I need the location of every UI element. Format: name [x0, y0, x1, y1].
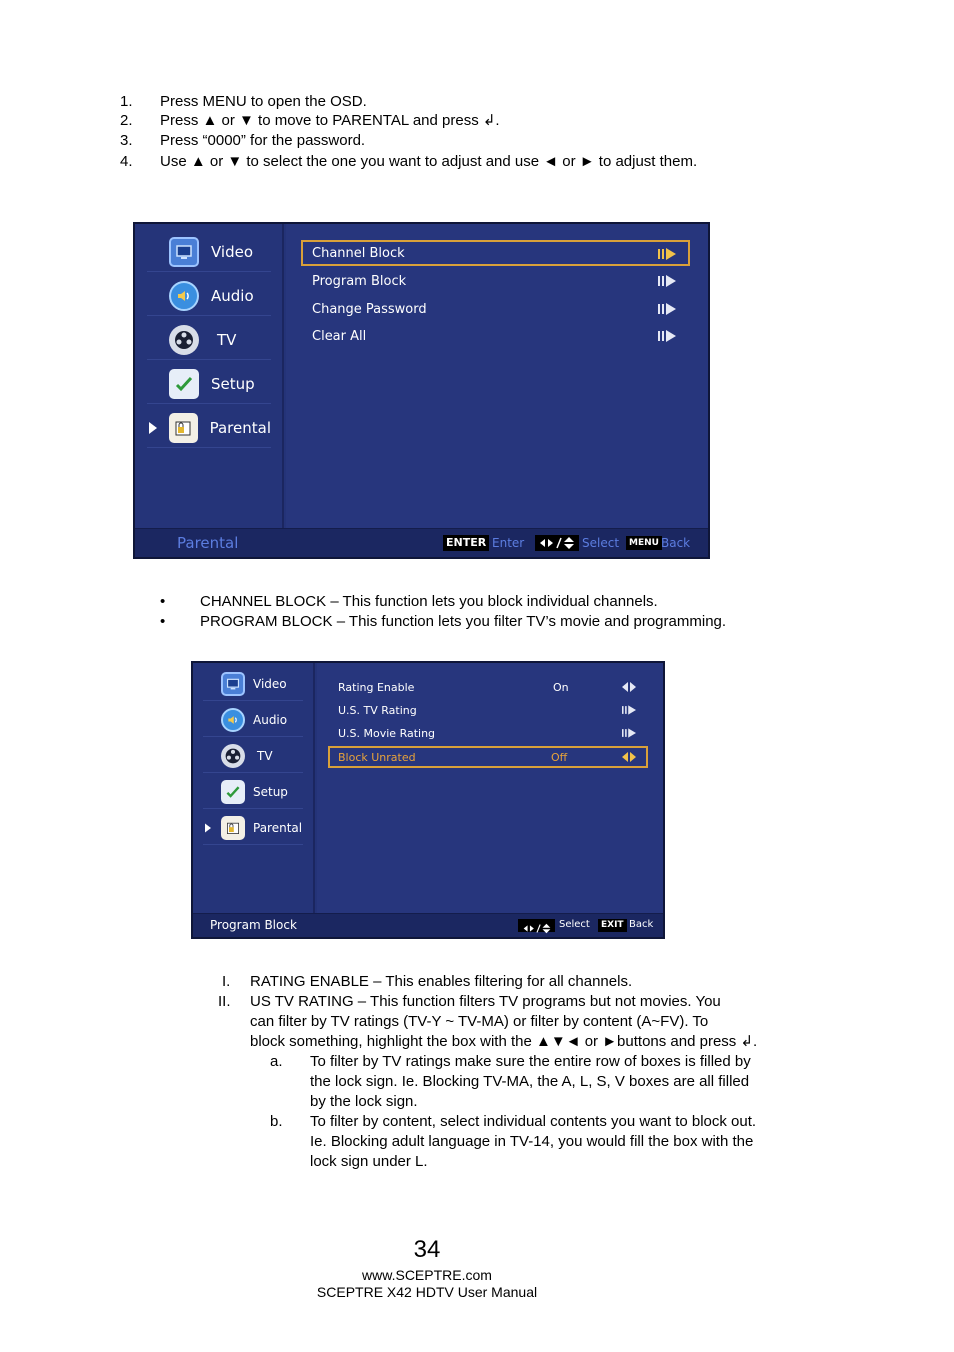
bullet-dot: •: [160, 613, 166, 630]
sidebar-item-label: Setup: [211, 375, 255, 393]
sidebar-item-label: Setup: [253, 785, 288, 799]
footer-title: Program Block: [210, 918, 297, 932]
sidebar-item-parental: [203, 811, 303, 845]
submenu-arrow-icon: [622, 705, 636, 715]
option-clear-all: [301, 323, 690, 349]
roman-number: II.: [218, 993, 231, 1010]
audio-icon: [221, 708, 245, 732]
sidebar-item-parental: [147, 408, 271, 448]
option-label: Clear All: [312, 328, 367, 344]
sidebar-item-video: [147, 232, 271, 272]
sidebar-item-tv: [203, 739, 303, 773]
option-label: Change Password: [312, 301, 427, 317]
option-rating-enable: [328, 676, 648, 698]
sidebar-item-label: TV: [257, 749, 273, 763]
sidebar-item-audio: [203, 703, 303, 737]
program-block-osd-screenshot: [191, 661, 665, 939]
bullet-dot: •: [160, 593, 166, 610]
audio-icon: [169, 281, 199, 311]
roman-number: I.: [222, 973, 231, 990]
step-text: Press “0000” for the password.: [160, 132, 366, 149]
submenu-arrow-icon: [658, 330, 676, 342]
option-program-block: [301, 268, 690, 294]
sidebar-item-label: Audio: [253, 713, 288, 727]
step-number: 3.: [120, 132, 133, 149]
parental-icon: [221, 816, 245, 840]
sub-text-line: Ie. Blocking adult language in TV-14, you would fill the box with the: [310, 1133, 754, 1150]
osd-options-panel: [286, 224, 708, 557]
left-right-arrows-icon: [622, 752, 636, 762]
sidebar-item-label: Video: [211, 243, 254, 261]
setup-icon: [221, 780, 245, 804]
option-label: Rating Enable: [338, 680, 415, 694]
sidebar-item-setup: [203, 775, 303, 809]
sub-text-line: To filter by content, select individual contents you want to block out.: [310, 1113, 757, 1130]
sub-letter: a.: [270, 1053, 283, 1070]
sub-text-line: lock sign under L.: [310, 1153, 428, 1170]
osd-footer: [193, 913, 663, 937]
submenu-arrow-icon: [622, 728, 636, 738]
footer-title: Parental: [177, 534, 239, 552]
option-label: Channel Block: [312, 245, 405, 261]
step-text: Press ▲ or ▼ to move to PARENTAL and press ↲.: [160, 112, 500, 129]
roman-text-line: block something, highlight the box with the ▲▼◄ or ►buttons and press ↲.: [250, 1033, 758, 1050]
submenu-arrow-icon: [658, 275, 676, 287]
sidebar-item-audio: [147, 276, 271, 316]
back-hint: Back: [661, 536, 691, 550]
step-number: 2.: [120, 112, 133, 129]
option-value: Off: [551, 750, 568, 764]
option-change-password: [301, 296, 690, 322]
option-label: Program Block: [312, 273, 407, 289]
sidebar-item-label: Video: [253, 677, 287, 691]
option-channel-block: [301, 240, 690, 266]
bullet-text: CHANNEL BLOCK – This function lets you block individual channels.: [200, 593, 658, 610]
bullet-text: PROGRAM BLOCK – This function lets you filter TV’s movie and programming.: [200, 613, 727, 630]
osd-sidebar: [135, 224, 284, 557]
left-right-arrows-icon: [622, 682, 636, 692]
sidebar-item-video: [203, 667, 303, 701]
parental-icon: [169, 413, 198, 443]
step-text: Press MENU to open the OSD.: [160, 93, 367, 110]
back-hint: Back: [629, 919, 654, 930]
video-icon: [169, 237, 199, 267]
roman-text: RATING ENABLE – This enables filtering for all channels.: [250, 973, 633, 990]
navigate-keys-icon: [518, 919, 555, 932]
enter-hint: Enter: [492, 536, 525, 550]
tv-icon: [169, 325, 199, 355]
roman-text-line: US TV RATING – This function filters TV programs but not movies. You: [250, 993, 721, 1010]
tv-icon: [221, 744, 245, 768]
osd-footer: [135, 528, 708, 557]
roman-text-line: can filter by TV ratings (TV-Y ~ TV-MA) or filter by content (A~FV). To: [250, 1013, 709, 1030]
enter-key-badge: ENTER: [443, 535, 489, 551]
step-text: Use ▲ or ▼ to select the one you want to adjust and use ◄ or ► to adjust them.: [160, 153, 698, 170]
sub-text-line: To filter by TV ratings make sure the entire row of boxes is filled by: [310, 1053, 751, 1070]
option-value: On: [553, 680, 569, 694]
website-text: www.SCEPTRE.com: [362, 1267, 492, 1283]
submenu-arrow-icon: [658, 303, 676, 315]
navigate-keys-icon: [535, 535, 579, 551]
menu-key-badge: MENU: [626, 536, 662, 550]
option-label: Block Unrated: [338, 750, 416, 764]
step-number: 4.: [120, 153, 133, 170]
step-number: 1.: [120, 93, 133, 110]
option-us-tv-rating: [328, 699, 648, 721]
sidebar-item-tv: [147, 320, 271, 360]
selected-arrow-icon: [205, 823, 211, 833]
sub-text-line: by the lock sign.: [310, 1093, 418, 1110]
option-us-movie-rating: [328, 722, 648, 744]
sidebar-item-label: Audio: [211, 287, 254, 305]
setup-icon: [169, 369, 199, 399]
sidebar-item-label: Parental: [209, 419, 271, 437]
osd-options-panel: [317, 663, 663, 937]
page-number: 34: [413, 1236, 441, 1263]
option-label: U.S. TV Rating: [338, 703, 417, 717]
sidebar-item-label: Parental: [253, 821, 303, 835]
osd-sidebar: [193, 663, 315, 937]
exit-key-badge: EXIT: [598, 919, 627, 932]
submenu-arrow-icon: [658, 248, 676, 260]
option-block-unrated: [328, 746, 648, 768]
sidebar-item-label: TV: [217, 331, 237, 349]
option-label: U.S. Movie Rating: [338, 726, 436, 740]
sub-letter: b.: [270, 1113, 283, 1130]
parental-osd-screenshot: [133, 222, 710, 559]
selected-arrow-icon: [149, 422, 157, 434]
video-icon: [221, 672, 245, 696]
sub-text-line: the lock sign. Ie. Blocking TV-MA, the A, L, S, V boxes are all filled: [310, 1073, 750, 1090]
select-hint: Select: [559, 919, 590, 930]
select-hint: Select: [582, 536, 620, 550]
sidebar-item-setup: [147, 364, 271, 404]
manual-title: SCEPTRE X42 HDTV User Manual: [316, 1284, 538, 1300]
